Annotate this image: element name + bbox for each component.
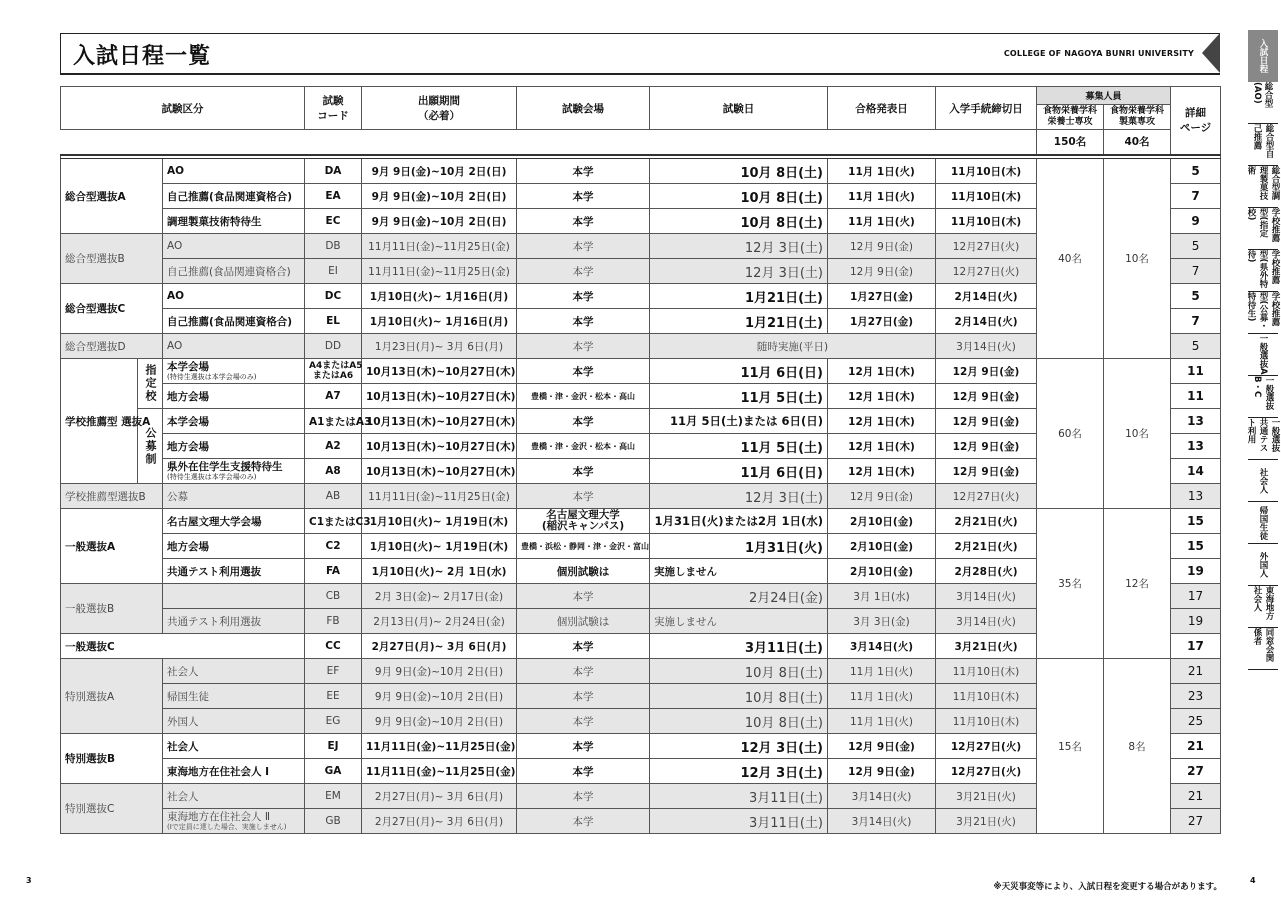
exam-date-cell: 1月21日(土) — [650, 309, 828, 334]
detail-page-cell: 13 — [1171, 409, 1221, 434]
period-cell: 10月13日(木)~10月27日(木) — [362, 459, 517, 484]
exam-date-cell: 12月 3日(土) — [650, 259, 828, 284]
period-cell: 1月10日(火)~ 1月19日(木) — [362, 509, 517, 534]
category-cell: 総合型選抜A — [61, 159, 163, 234]
capacity-nutrition: 35名 — [1037, 509, 1104, 659]
deadline-cell: 11月10日(木) — [936, 659, 1037, 684]
result-date-cell: 11月 1日(火) — [828, 209, 936, 234]
sub-category-cell: 東海地方在住社会人 Ⅰ — [163, 759, 305, 784]
detail-page-cell: 7 — [1171, 184, 1221, 209]
deadline-cell: 12月27日(火) — [936, 234, 1037, 259]
exam-date-cell: 実施しません — [650, 559, 828, 584]
exam-date-cell: 11月 5日(土) — [650, 434, 828, 459]
side-index-tab[interactable]: 同窓会関係者 — [1248, 628, 1278, 670]
exam-date-cell: 実施しません — [650, 609, 828, 634]
venue-cell: 本学 — [517, 159, 650, 184]
detail-page-cell: 14 — [1171, 459, 1221, 484]
venue-cell: 本学 — [517, 584, 650, 609]
deadline-cell: 11月10日(木) — [936, 684, 1037, 709]
exam-date-cell: 1月21日(土) — [650, 284, 828, 309]
result-date-cell: 12月 1日(木) — [828, 384, 936, 409]
header-deadline: 入学手続締切日 — [936, 87, 1037, 130]
detail-page-cell: 5 — [1171, 284, 1221, 309]
deadline-cell: 11月10日(木) — [936, 709, 1037, 734]
deadline-cell: 12月27日(火) — [936, 259, 1037, 284]
deadline-cell: 3月21日(火) — [936, 634, 1037, 659]
code-cell: A7 — [305, 384, 362, 409]
sub-category-cell: AO — [163, 159, 305, 184]
header-venue: 試験会場 — [517, 87, 650, 130]
sub-category-note: (Ⅰで定員に達した場合、実施しません) — [167, 822, 287, 831]
result-date-cell: 11月 1日(火) — [828, 659, 936, 684]
code-cell: DB — [305, 234, 362, 259]
detail-page-cell: 15 — [1171, 534, 1221, 559]
code-cell: A2 — [305, 434, 362, 459]
header-course1-num: 150名 — [1037, 130, 1104, 155]
sub-category-cell: 本学会場 — [163, 409, 305, 434]
exam-date-cell: 11月 6日(日) — [650, 359, 828, 384]
deadline-cell: 11月10日(木) — [936, 209, 1037, 234]
header-result: 合格発表日 — [828, 87, 936, 130]
sub-category-label: 県外在住学生支援特待生 — [167, 460, 283, 473]
sub-category-cell: AO — [163, 284, 305, 309]
code-cell: EI — [305, 259, 362, 284]
detail-page-cell: 7 — [1171, 259, 1221, 284]
result-date-cell: 12月 9日(金) — [828, 234, 936, 259]
code-cell: DC — [305, 284, 362, 309]
side-index-tab[interactable]: 学校推薦型(公募・特待生) — [1248, 292, 1278, 334]
venue-cell: 豊橋・浜松・静岡・津・金沢・富山 — [517, 534, 650, 559]
group-cell: 公募制 — [138, 409, 163, 484]
sub-category-cell: 自己推薦(食品関連資格合) — [163, 259, 305, 284]
deadline-cell: 12月27日(火) — [936, 759, 1037, 784]
sub-category-cell — [163, 359, 305, 384]
sub-category-cell — [163, 809, 305, 834]
page-number-left: 3 — [26, 876, 32, 885]
sub-category-cell: 外国人 — [163, 709, 305, 734]
result-date-cell: 11月 1日(火) — [828, 159, 936, 184]
deadline-cell: 3月14日(火) — [936, 609, 1037, 634]
result-date-cell: 3月14日(火) — [828, 809, 936, 834]
side-index-tab[interactable]: 学校推薦型(県外特待) — [1248, 250, 1278, 292]
sub-category-cell: AO — [163, 234, 305, 259]
period-cell: 2月27日(月)~ 3月 6日(月) — [362, 784, 517, 809]
detail-page-cell: 21 — [1171, 734, 1221, 759]
result-date-cell: 1月27日(金) — [828, 284, 936, 309]
code-cell: A8 — [305, 459, 362, 484]
period-cell: 2月27日(月)~ 3月 6日(月) — [362, 634, 517, 659]
category-cell: 一般選抜A — [61, 509, 163, 584]
venue-cell: 本学 — [517, 759, 650, 784]
sub-category-note: (特待生選抜は本学会場のみ) — [167, 472, 257, 481]
result-date-cell: 3月14日(火) — [828, 784, 936, 809]
exam-date-cell: 12月 3日(土) — [650, 484, 828, 509]
side-index-tab[interactable]: 社会人 — [1248, 460, 1278, 502]
result-date-cell: 11月 1日(火) — [828, 709, 936, 734]
sub-category-cell: 地方会場 — [163, 534, 305, 559]
header-course1: 食物栄養学科 栄養士専攻 — [1037, 105, 1104, 130]
venue-cell: 本学 — [517, 484, 650, 509]
period-cell: 11月11日(金)~11月25日(金) — [362, 234, 517, 259]
result-date-cell: 11月 1日(火) — [828, 184, 936, 209]
venue-cell: 本学 — [517, 709, 650, 734]
exam-date-cell: 3月11日(土) — [650, 634, 828, 659]
sub-category-cell: 公募 — [163, 484, 305, 509]
detail-page-cell: 25 — [1171, 709, 1221, 734]
period-cell: 1月23日(月)~ 3月 6日(月) — [362, 334, 517, 359]
code-cell: EA — [305, 184, 362, 209]
period-cell: 9月 9日(金)~10月 2日(日) — [362, 159, 517, 184]
result-date-cell: 12月 1日(木) — [828, 434, 936, 459]
deadline-cell: 12月 9日(金) — [936, 359, 1037, 384]
period-cell: 1月10日(火)~ 1月16日(月) — [362, 284, 517, 309]
result-date-cell: 12月 1日(木) — [828, 459, 936, 484]
detail-page-cell: 17 — [1171, 634, 1221, 659]
sub-category-cell: 帰国生徒 — [163, 684, 305, 709]
table-row — [61, 159, 1221, 184]
sub-category-cell: 自己推薦(食品関連資格合) — [163, 184, 305, 209]
detail-page-cell: 19 — [1171, 609, 1221, 634]
code-cell: CB — [305, 584, 362, 609]
period-cell: 2月27日(月)~ 3月 6日(月) — [362, 809, 517, 834]
sub-category-label: 本学会場 — [167, 360, 209, 373]
sub-category-cell: 地方会場 — [163, 434, 305, 459]
result-date-cell: 3月 3日(金) — [828, 609, 936, 634]
header-course2-num: 40名 — [1104, 130, 1171, 155]
exam-date-cell: 12月 3日(土) — [650, 759, 828, 784]
result-date-cell: 11月 1日(火) — [828, 684, 936, 709]
period-cell: 10月13日(木)~10月27日(木) — [362, 434, 517, 459]
detail-page-cell: 7 — [1171, 309, 1221, 334]
code-cell: C1またはC3 — [305, 509, 362, 534]
sub-category-label: 東海地方在住社会人 Ⅱ — [167, 810, 271, 823]
exam-date-cell: 3月11日(土) — [650, 784, 828, 809]
code-cell: A4またはA5 またはA6 — [305, 359, 362, 384]
detail-page-cell: 27 — [1171, 809, 1221, 834]
exam-date-cell: 10月 8日(土) — [650, 184, 828, 209]
exam-date-cell: 11月 5日(土) — [650, 384, 828, 409]
period-cell: 10月13日(木)~10月27日(木) — [362, 384, 517, 409]
table-row — [61, 359, 1221, 384]
detail-page-cell: 15 — [1171, 509, 1221, 534]
code-cell: CC — [305, 634, 362, 659]
period-cell: 1月10日(火)~ 1月19日(木) — [362, 534, 517, 559]
venue-cell: 本学 — [517, 209, 650, 234]
venue-cell: 本学 — [517, 459, 650, 484]
side-index-tab[interactable]: 帰国生徒 — [1248, 502, 1278, 544]
sub-category-cell: AO — [163, 334, 305, 359]
venue-cell: 本学 — [517, 284, 650, 309]
sub-category-cell: 社会人 — [163, 734, 305, 759]
side-index-tab[interactable]: 一般選抜共通テスト利用 — [1248, 418, 1278, 460]
code-cell: GB — [305, 809, 362, 834]
page-title: 入試日程一覧 — [73, 44, 212, 69]
capacity-confectionery: 10名 — [1104, 159, 1171, 359]
venue-cell: 名古屋文理大学 (稲沢キャンパス) — [517, 509, 650, 534]
category-cell: 総合型選抜B — [61, 234, 163, 284]
sub-category-cell: 社会人 — [163, 784, 305, 809]
side-index-tab[interactable]: 入試日程 — [1248, 30, 1278, 82]
period-cell: 10月13日(木)~10月27日(木) — [362, 359, 517, 384]
sub-category-cell: 自己推薦(食品関連資格合) — [163, 309, 305, 334]
exam-date-cell: 12月 3日(土) — [650, 234, 828, 259]
exam-date-cell: 11月 5日(土)または 6日(日) — [650, 409, 828, 434]
deadline-cell: 3月14日(火) — [936, 584, 1037, 609]
result-date-cell: 2月10日(金) — [828, 559, 936, 584]
detail-page-cell: 5 — [1171, 334, 1221, 359]
header-period: 出願期間 （必着） — [362, 87, 517, 130]
venue-cell: 本学 — [517, 409, 650, 434]
sub-category-cell: 地方会場 — [163, 384, 305, 409]
category-cell: 特別選抜C — [61, 784, 163, 834]
venue-cell: 本学 — [517, 684, 650, 709]
category-cell: 特別選抜B — [61, 734, 163, 784]
period-cell: 9月 9日(金)~10月 2日(日) — [362, 684, 517, 709]
venue-cell: 本学 — [517, 634, 650, 659]
venue-cell: 本学 — [517, 309, 650, 334]
arrow-icon — [1202, 33, 1220, 73]
category-cell: 学校推薦型 選抜A — [61, 359, 138, 484]
deadline-cell: 3月21日(火) — [936, 784, 1037, 809]
exam-date-cell: 10月 8日(土) — [650, 709, 828, 734]
exam-date-cell: 2月24日(金) — [650, 584, 828, 609]
period-cell: 2月 3日(金)~ 2月17日(金) — [362, 584, 517, 609]
deadline-cell: 3月14日(火) — [936, 334, 1037, 359]
category-cell: 一般選抜B — [61, 584, 163, 634]
result-date-cell: 12月 9日(金) — [828, 734, 936, 759]
detail-page-cell: 9 — [1171, 209, 1221, 234]
detail-page-cell: 13 — [1171, 434, 1221, 459]
header-course2: 食物栄養学科 製菓専攻 — [1104, 105, 1171, 130]
deadline-cell: 12月 9日(金) — [936, 409, 1037, 434]
side-index-tab[interactable]: 東海地方社会人 — [1248, 586, 1278, 628]
category-cell: 一般選抜C — [61, 634, 305, 659]
detail-page-cell: 13 — [1171, 484, 1221, 509]
detail-page-cell: 5 — [1171, 159, 1221, 184]
deadline-cell: 3月21日(火) — [936, 809, 1037, 834]
result-date-cell: 12月 9日(金) — [828, 484, 936, 509]
header-capacity: 募集人員 — [1037, 87, 1171, 105]
detail-page-cell: 19 — [1171, 559, 1221, 584]
category-cell: 特別選抜A — [61, 659, 163, 734]
side-index — [1248, 30, 1278, 670]
venue-cell: 個別試験は — [517, 609, 650, 634]
exam-date-cell: 10月 8日(土) — [650, 209, 828, 234]
code-cell: DD — [305, 334, 362, 359]
header-exam-date: 試験日 — [650, 87, 828, 130]
period-cell: 11月11日(金)~11月25日(金) — [362, 759, 517, 784]
venue-cell: 個別試験は — [517, 559, 650, 584]
code-cell: C2 — [305, 534, 362, 559]
period-cell: 11月11日(金)~11月25日(金) — [362, 259, 517, 284]
header-category: 試験区分 — [61, 87, 305, 130]
exam-date-cell: 10月 8日(土) — [650, 684, 828, 709]
deadline-cell: 2月21日(火) — [936, 534, 1037, 559]
sub-category-cell: 社会人 — [163, 659, 305, 684]
venue-cell: 本学 — [517, 734, 650, 759]
exam-date-cell: 11月 6日(日) — [650, 459, 828, 484]
period-cell: 9月 9日(金)~10月 2日(日) — [362, 184, 517, 209]
venue-cell: 本学 — [517, 184, 650, 209]
detail-page-cell: 11 — [1171, 359, 1221, 384]
side-index-tab[interactable]: 総合型自己推薦 — [1248, 124, 1278, 166]
detail-page-cell: 27 — [1171, 759, 1221, 784]
exam-date-cell: 3月11日(土) — [650, 809, 828, 834]
sub-category-cell: 調理製菓技術特待生 — [163, 209, 305, 234]
detail-page-cell: 23 — [1171, 684, 1221, 709]
result-date-cell: 2月10日(金) — [828, 509, 936, 534]
deadline-cell: 12月 9日(金) — [936, 459, 1037, 484]
side-index-tab[interactable]: 総合型(AO) — [1248, 82, 1278, 124]
period-cell: 1月10日(火)~ 2月 1日(水) — [362, 559, 517, 584]
detail-page-cell: 11 — [1171, 384, 1221, 409]
venue-cell: 本学 — [517, 809, 650, 834]
code-cell: EF — [305, 659, 362, 684]
venue-cell: 本学 — [517, 334, 650, 359]
exam-date-cell: 随時実施(平日) — [650, 334, 936, 359]
side-index-tab[interactable]: 総合型調理製菓技術 — [1248, 166, 1278, 208]
capacity-nutrition: 60名 — [1037, 359, 1104, 509]
sub-category-note: (特待生選抜は本学会場のみ) — [167, 372, 257, 381]
venue-cell: 本学 — [517, 234, 650, 259]
sub-category-cell — [163, 584, 305, 609]
category-cell: 学校推薦型選抜B — [61, 484, 163, 509]
result-date-cell: 3月 1日(水) — [828, 584, 936, 609]
period-cell: 9月 9日(金)~10月 2日(日) — [362, 209, 517, 234]
period-cell: 11月11日(金)~11月25日(金) — [362, 734, 517, 759]
code-cell: EJ — [305, 734, 362, 759]
schedule-table — [60, 86, 1221, 834]
college-name: COLLEGE OF NAGOYA BUNRI UNIVERSITY — [1003, 49, 1194, 58]
deadline-cell: 12月27日(火) — [936, 484, 1037, 509]
capacity-nutrition: 40名 — [1037, 159, 1104, 359]
side-index-tab[interactable]: 外国人 — [1248, 544, 1278, 586]
capacity-confectionery: 12名 — [1104, 509, 1171, 659]
code-cell: GA — [305, 759, 362, 784]
sub-category-cell — [163, 459, 305, 484]
exam-date-cell: 10月 8日(土) — [650, 659, 828, 684]
period-cell: 11月11日(金)~11月25日(金) — [362, 484, 517, 509]
header-page: 詳細 ページ — [1171, 87, 1221, 155]
result-date-cell: 12月 1日(木) — [828, 409, 936, 434]
result-date-cell: 2月10日(金) — [828, 534, 936, 559]
header-code: 試験 コード — [305, 87, 362, 130]
table-row — [61, 509, 1221, 534]
deadline-cell: 12月 9日(金) — [936, 384, 1037, 409]
category-cell: 総合型選抜C — [61, 284, 163, 334]
deadline-cell: 11月10日(木) — [936, 159, 1037, 184]
deadline-cell: 2月14日(火) — [936, 309, 1037, 334]
result-date-cell: 3月14日(火) — [828, 634, 936, 659]
detail-page-cell: 17 — [1171, 584, 1221, 609]
period-cell: 1月10日(火)~ 1月16日(月) — [362, 309, 517, 334]
period-cell: 2月13日(月)~ 2月24日(金) — [362, 609, 517, 634]
venue-cell: 本学 — [517, 784, 650, 809]
deadline-cell: 2月21日(火) — [936, 509, 1037, 534]
category-cell: 総合型選抜D — [61, 334, 163, 359]
venue-cell: 本学 — [517, 659, 650, 684]
code-cell: EG — [305, 709, 362, 734]
exam-date-cell: 1月31日(火)または2月 1日(水) — [650, 509, 828, 534]
sub-category-cell: 共通テスト利用選抜 — [163, 609, 305, 634]
venue-cell: 本学 — [517, 259, 650, 284]
code-cell: EL — [305, 309, 362, 334]
group-cell: 指定校 — [138, 359, 163, 409]
capacity-nutrition: 15名 — [1037, 659, 1104, 834]
detail-page-cell: 5 — [1171, 234, 1221, 259]
code-cell: FA — [305, 559, 362, 584]
exam-date-cell: 10月 8日(土) — [650, 159, 828, 184]
deadline-cell: 2月28日(火) — [936, 559, 1037, 584]
result-date-cell: 1月27日(金) — [828, 309, 936, 334]
detail-page-cell: 21 — [1171, 659, 1221, 684]
code-cell: EM — [305, 784, 362, 809]
venue-cell: 豊橋・津・金沢・松本・高山 — [517, 384, 650, 409]
exam-date-cell: 1月31日(火) — [650, 534, 828, 559]
period-cell: 9月 9日(金)~10月 2日(日) — [362, 659, 517, 684]
sub-category-cell: 名古屋文理大学会場 — [163, 509, 305, 534]
deadline-cell: 2月14日(火) — [936, 284, 1037, 309]
code-cell: AB — [305, 484, 362, 509]
detail-page-cell: 21 — [1171, 784, 1221, 809]
venue-cell: 本学 — [517, 359, 650, 384]
deadline-cell: 12月 9日(金) — [936, 434, 1037, 459]
code-cell: A1またはA3 — [305, 409, 362, 434]
exam-date-cell: 12月 3日(土) — [650, 734, 828, 759]
result-date-cell: 12月 9日(金) — [828, 759, 936, 784]
side-index-tab[interactable]: 一般選抜A — [1248, 334, 1278, 376]
side-index-tab[interactable]: 一般選抜B・C — [1248, 376, 1278, 418]
deadline-cell: 12月27日(火) — [936, 734, 1037, 759]
side-index-tab[interactable]: 学校推薦型(指定校) — [1248, 208, 1278, 250]
period-cell: 10月13日(木)~10月27日(木) — [362, 409, 517, 434]
result-date-cell: 12月 1日(木) — [828, 359, 936, 384]
deadline-cell: 11月10日(木) — [936, 184, 1037, 209]
result-date-cell: 12月 9日(金) — [828, 259, 936, 284]
code-cell: EE — [305, 684, 362, 709]
title-bar — [60, 33, 1220, 75]
code-cell: FB — [305, 609, 362, 634]
sub-category-cell: 共通テスト利用選抜 — [163, 559, 305, 584]
code-cell: DA — [305, 159, 362, 184]
capacity-confectionery: 8名 — [1104, 659, 1171, 834]
venue-cell: 豊橋・津・金沢・松本・高山 — [517, 434, 650, 459]
table-row — [61, 659, 1221, 684]
period-cell: 9月 9日(金)~10月 2日(日) — [362, 709, 517, 734]
code-cell: EC — [305, 209, 362, 234]
capacity-confectionery: 10名 — [1104, 359, 1171, 509]
footnote: ※天災事変等により、入試日程を変更する場合があります。 — [993, 882, 1222, 892]
page-number-right: 4 — [1250, 876, 1256, 885]
